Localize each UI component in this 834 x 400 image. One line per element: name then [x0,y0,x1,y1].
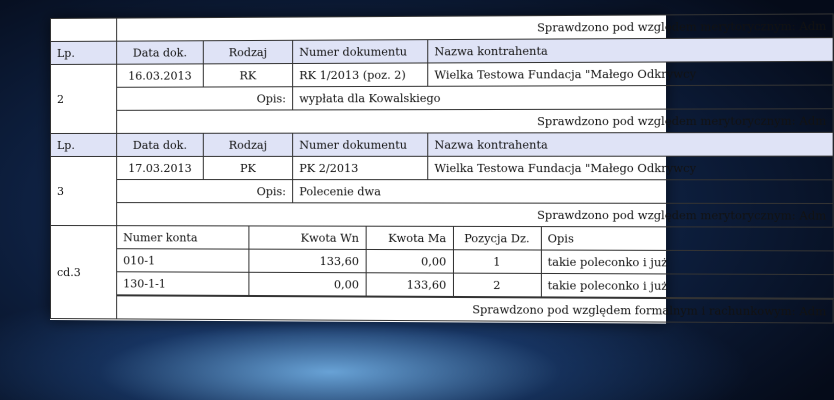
entry-lp: 3 [50,156,116,225]
check-row [50,203,833,228]
entry-doc-number: PK 2/2013 [293,156,428,179]
header-nazwa-kontrahenta: Nazwa kontrahenta [428,132,833,156]
account-description: takie poleconko i już [541,250,834,275]
header-pozycja: Pozycja Dz. [453,227,541,250]
header-rodzaj: Rodzaj [203,133,292,156]
header-opis: Opis [541,227,834,251]
document-sheet [50,14,827,323]
check-row [50,109,833,134]
entry-row [50,156,833,180]
amount-wn: 0,00 [248,272,365,296]
account-row [117,249,834,275]
entry-contractor: Wielka Testowa Fundacja "Małego Odkrywcy [428,156,833,180]
entry-type: RK [203,64,292,87]
amount-ma: 133,60 [366,273,453,297]
verification-text: Sprawdzono pod względem formalnym i rachunkowym: Adm [117,296,834,323]
entry-date: 17.03.2013 [117,156,204,179]
accounts-table [117,226,834,299]
continuation-label: cd.3 [50,226,116,319]
position: 2 [453,273,541,297]
account-row [117,272,834,299]
entry-contractor: Wielka Testowa Fundacja "Małego Odkrywcy [428,61,833,86]
amount-wn: 133,60 [248,249,365,273]
position: 1 [453,250,541,274]
opis-text: wypłata dla Kowalskiego [293,85,834,110]
header-data-dok: Data dok. [117,41,204,64]
header-rodzaj: Rodzaj [203,40,292,64]
verification-text: Sprawdzono pod względem merytorycznym: Adm [117,109,834,134]
check-row [50,296,833,324]
header-nazwa-kontrahenta: Nazwa kontrahenta [428,38,833,63]
verification-text: Sprawdzono pod względem merytorycznym: Adm [117,203,834,228]
header-numer-dokumentu: Numer dokumentu [293,133,428,156]
entry-date: 16.03.2013 [117,64,204,87]
continuation-row [50,226,833,300]
entry-description-row [50,85,833,110]
amount-ma: 0,00 [366,249,453,273]
entry-description-row [50,180,833,204]
header-kwota-wn: Kwota Wn [248,226,365,249]
opis-label: Opis: [117,87,293,111]
header-row [50,38,833,65]
header-numer-konta: Numer konta [117,226,248,249]
opis-text: Polecenie dwa [293,180,834,204]
opis-label: Opis: [117,180,293,203]
header-data-dok: Data dok. [117,133,204,156]
header-kwota-ma: Kwota Ma [366,227,453,250]
header-lp: Lp. [50,41,116,64]
account-number: 010-1 [117,249,248,273]
entry-lp: 2 [50,64,116,133]
entry-doc-number: RK 1/2013 (poz. 2) [293,63,428,87]
journal-table [50,13,834,323]
header-numer-dokumentu: Numer dokumentu [293,40,428,64]
verification-text: Sprawdzono pod względem merytorycznym: Adm [117,14,834,41]
account-description: takie poleconko i już [541,273,834,298]
entry-row [50,61,833,87]
header-lp: Lp. [50,133,116,156]
accounts-header-row [117,226,834,251]
header-row [50,132,833,156]
account-number: 130-1-1 [117,272,248,296]
entry-type: PK [203,156,292,179]
